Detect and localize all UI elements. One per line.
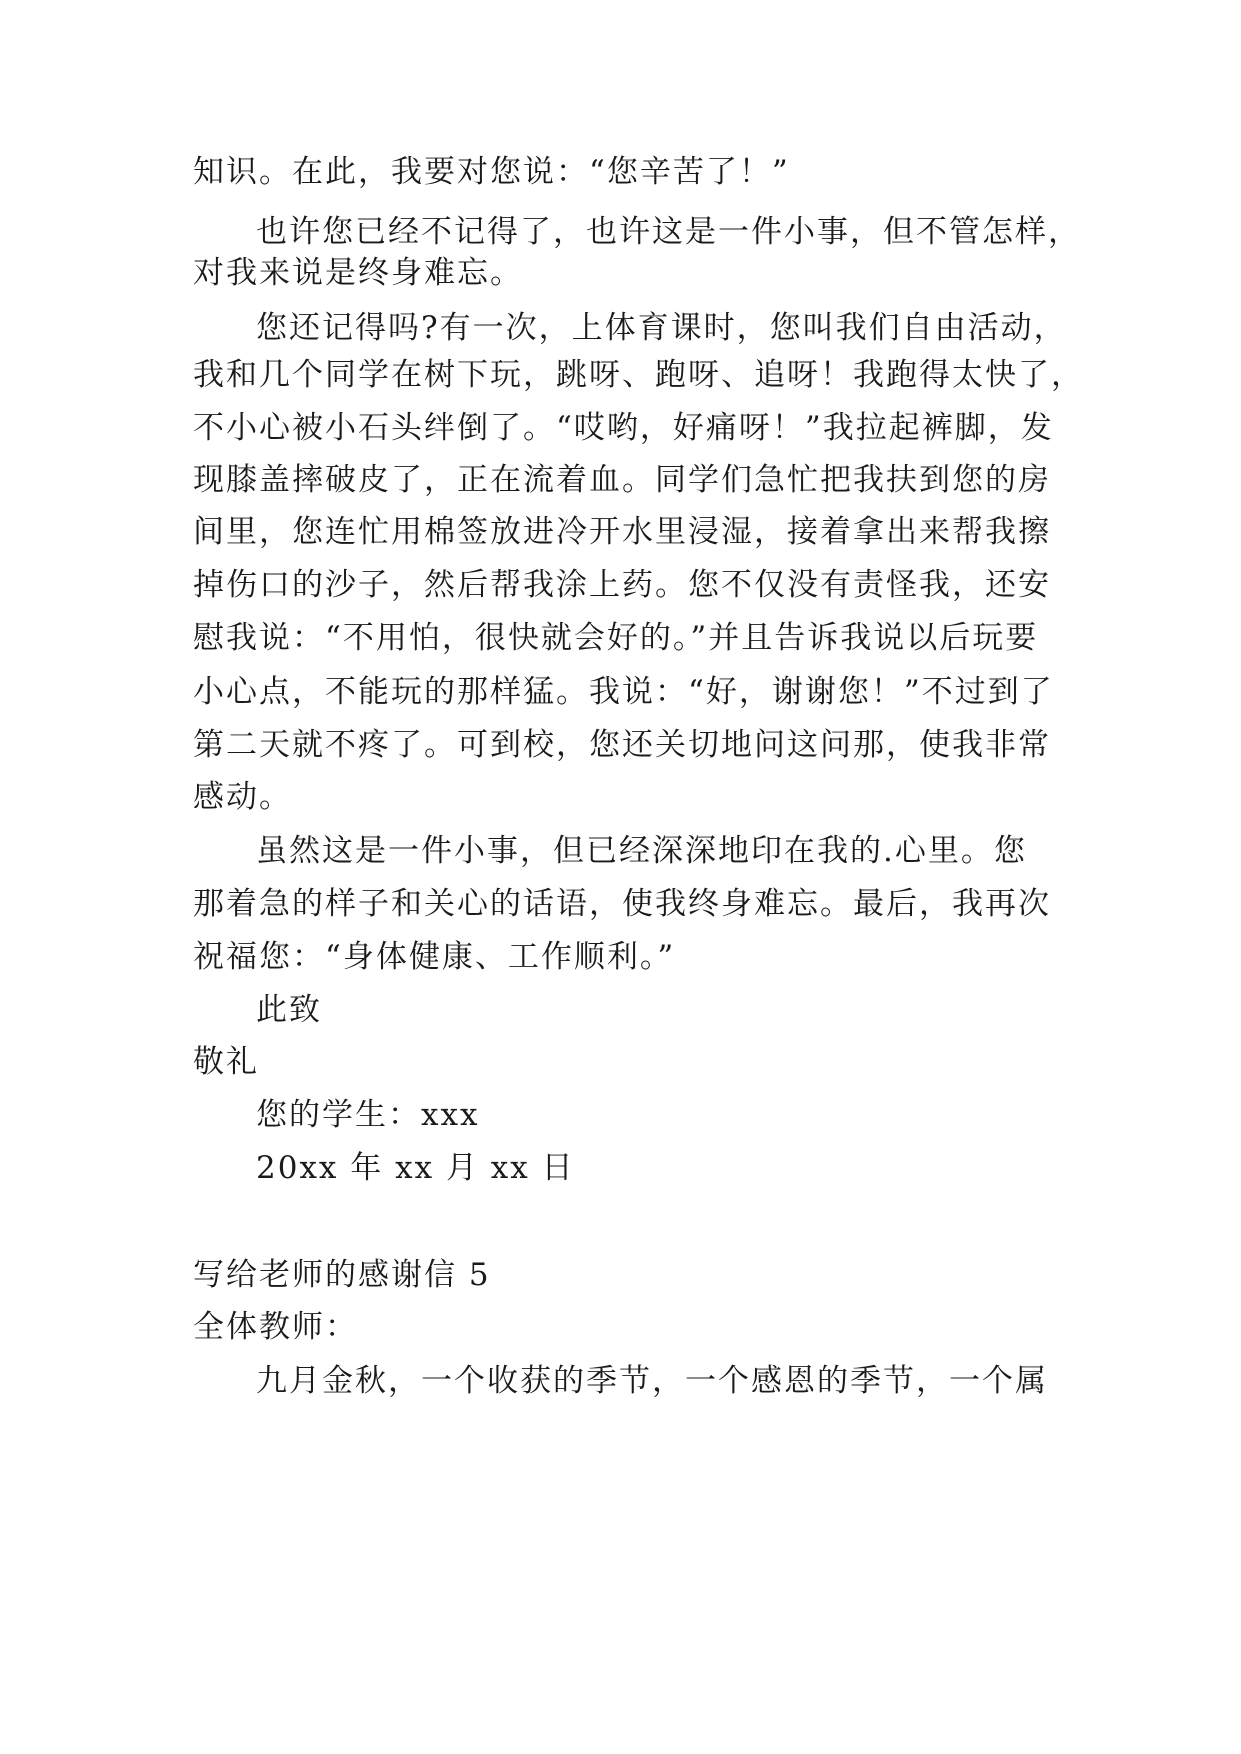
paragraph-line: 慰我说：“不用怕，很快就会好的。”并且告诉我说以后玩要 xyxy=(193,620,1039,656)
closing-line: 此致 xyxy=(256,992,322,1028)
paragraph-line: 不小心被小石头绊倒了。“哎哟，好痛呀！”我拉起裤脚，发 xyxy=(193,410,1054,446)
date-line: 20xx 年 xx 月 xx 日 xyxy=(256,1150,575,1186)
paragraph-line: 间里，您连忙用棉签放进冷开水里浸湿，接着拿出来帮我擦 xyxy=(193,514,1051,550)
paragraph-line: 知识。在此，我要对您说：“您辛苦了！” xyxy=(193,154,790,190)
paragraph-line: 我和几个同学在树下玩，跳呀、跑呀、追呀！我跑得太快了， xyxy=(193,357,1084,393)
signature-line: 您的学生：xxx xyxy=(256,1097,480,1133)
addressee-line: 全体教师： xyxy=(193,1309,358,1345)
paragraph-line: 第二天就不疼了。可到校，您还关切地问这问那，使我非常 xyxy=(193,727,1051,763)
paragraph-line: 那着急的样子和关心的话语，使我终身难忘。最后，我再次 xyxy=(193,886,1051,922)
paragraph-line: 小心点，不能玩的那样猛。我说：“好，谢谢您！”不过到了 xyxy=(193,674,1054,710)
paragraph-line: 感动。 xyxy=(193,779,292,815)
paragraph-line: 也许您已经不记得了，也许这是一件小事，但不管怎样， xyxy=(256,214,1081,250)
paragraph-line: 您还记得吗?有一次，上体育课时，您叫我们自由活动， xyxy=(256,310,1067,346)
paragraph-line: 九月金秋，一个收获的季节，一个感恩的季节，一个属 xyxy=(256,1363,1048,1399)
salutation-line: 敬礼 xyxy=(193,1044,259,1080)
paragraph-line: 虽然这是一件小事，但已经深深地印在我的.心里。您 xyxy=(256,833,1027,869)
paragraph-line: 掉伤口的沙子，然后帮我涂上药。您不仅没有责怪我，还安 xyxy=(193,567,1051,603)
paragraph-line: 祝福您：“身体健康、工作顺利。” xyxy=(193,939,676,975)
section-title: 写给老师的感谢信 5 xyxy=(193,1257,491,1293)
paragraph-line: 对我来说是终身难忘。 xyxy=(193,255,523,291)
paragraph-line: 现膝盖摔破皮了，正在流着血。同学们急忙把我扶到您的房 xyxy=(193,462,1051,498)
